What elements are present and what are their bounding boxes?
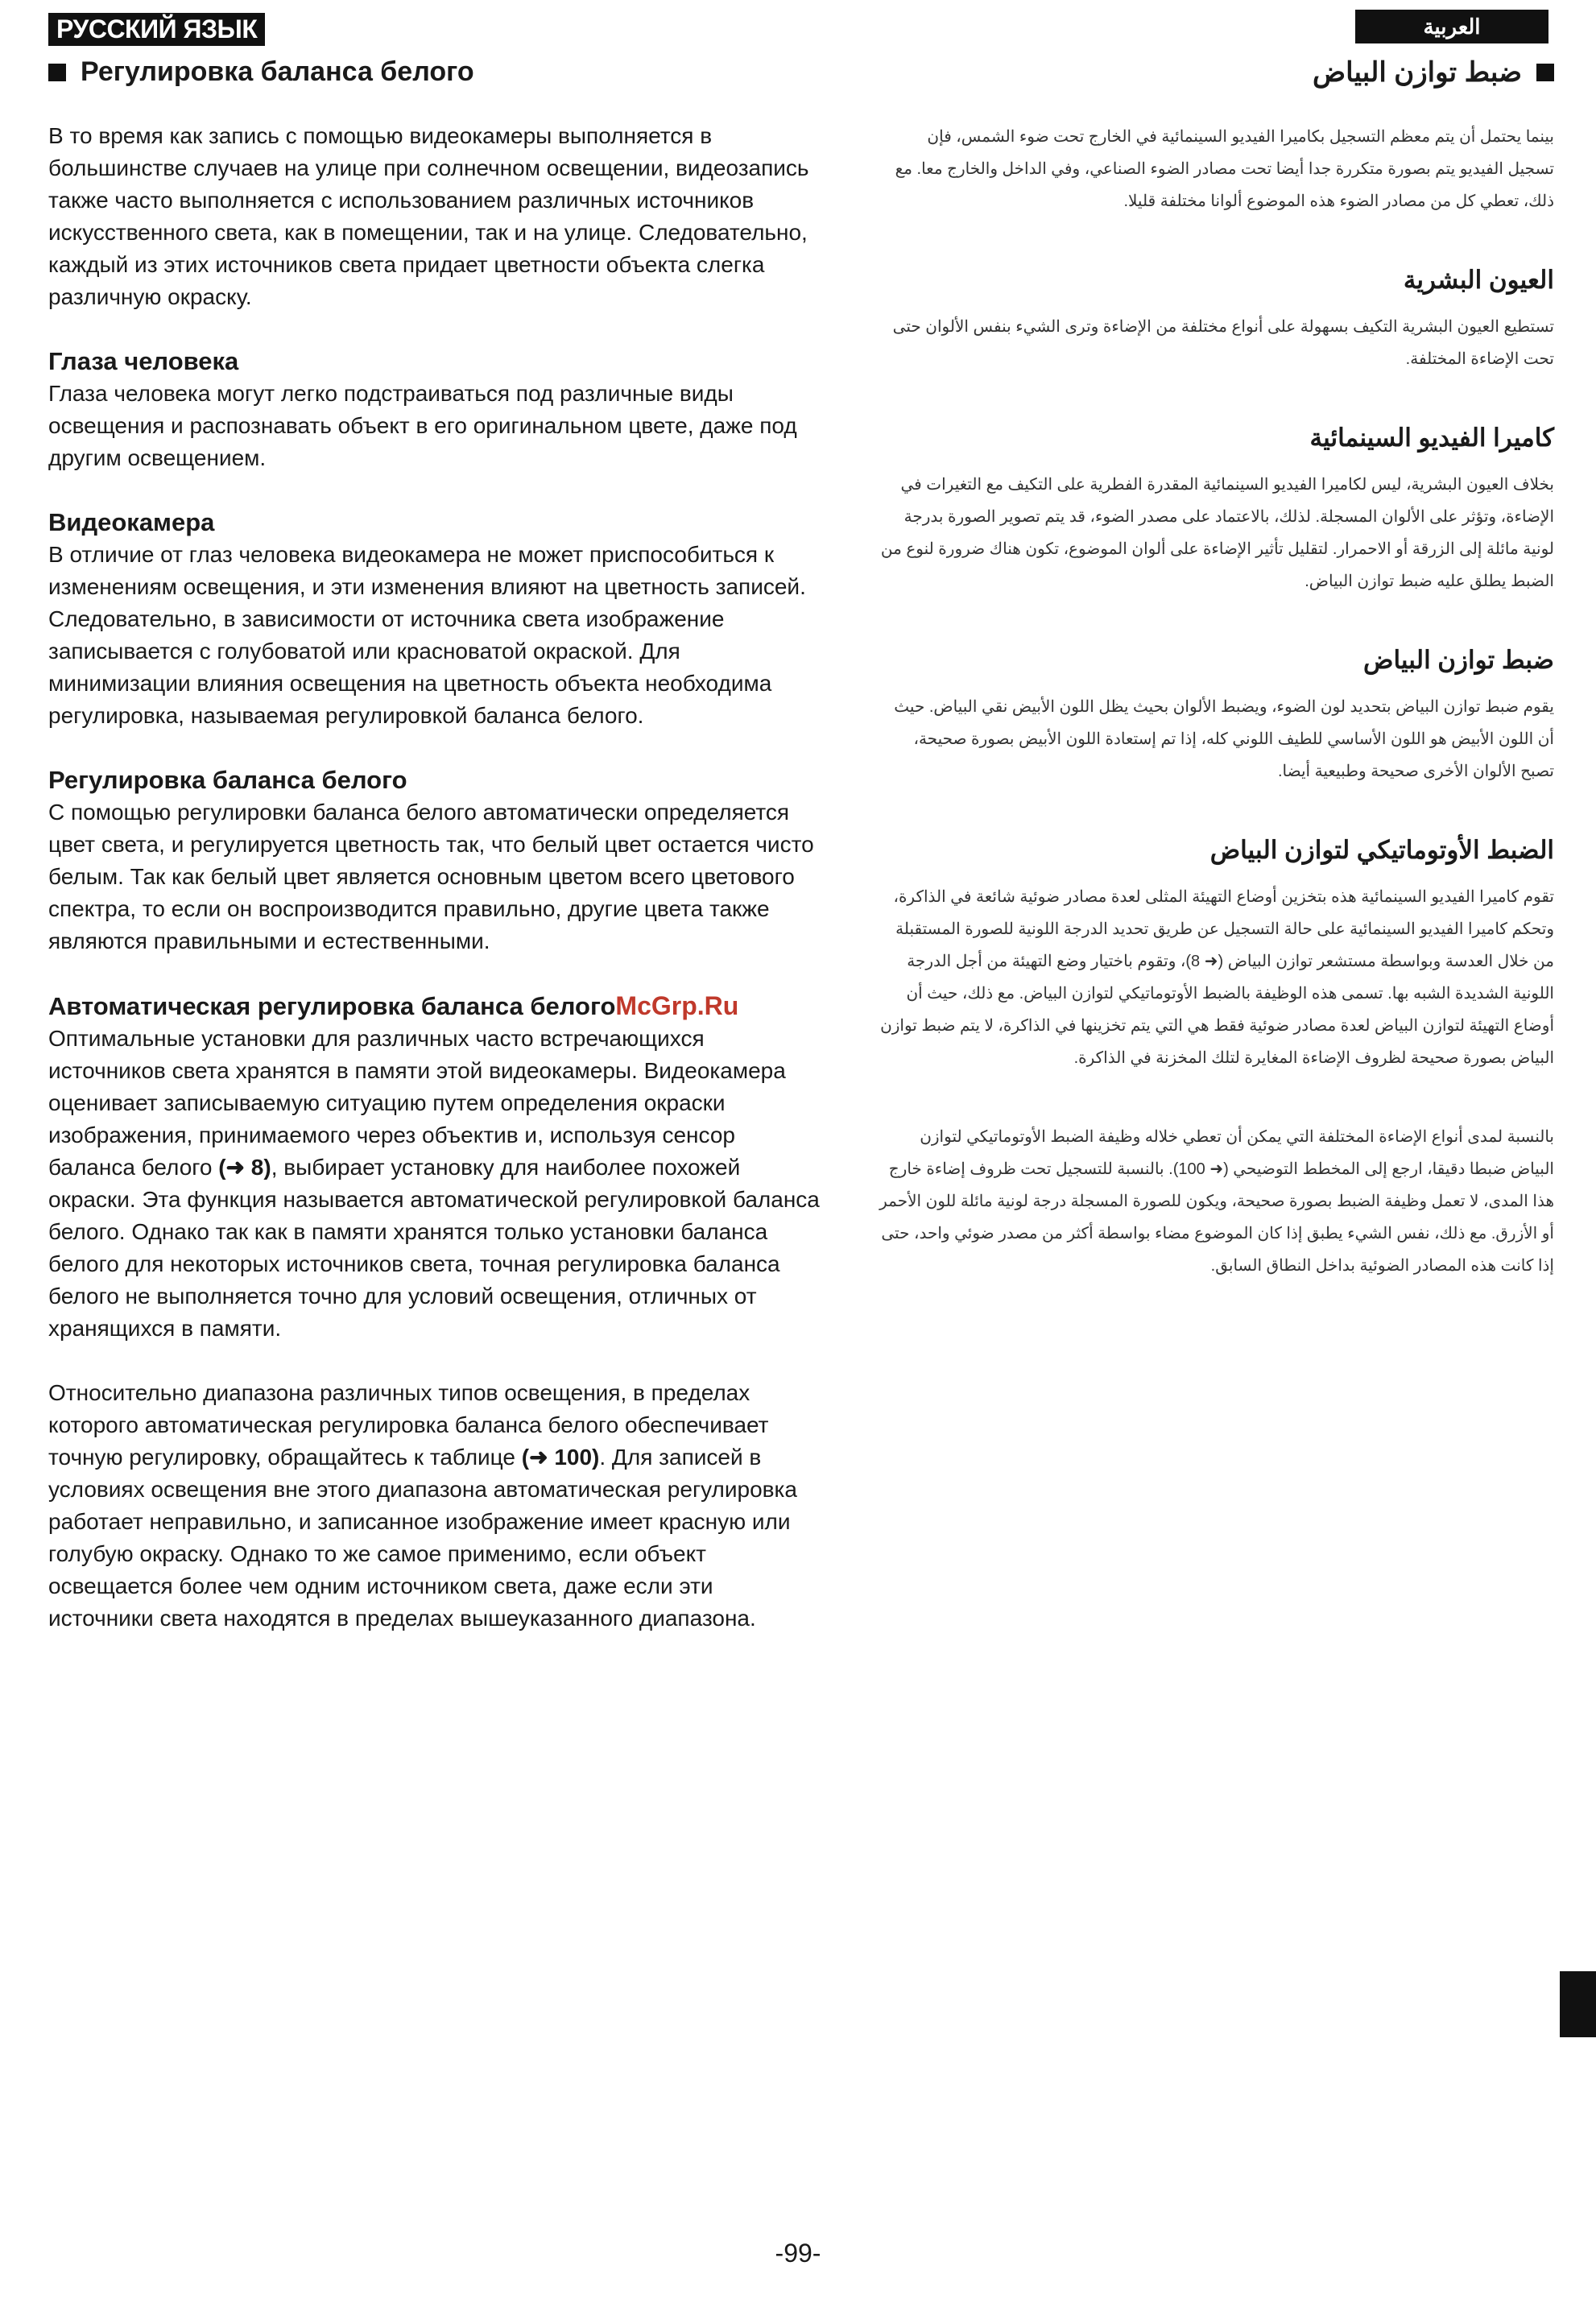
arabic-range-text: بالنسبة لمدى أنواع الإضاءة المختلفة التي يمكن أن تعطي خلاله وظيفة الضبط الأوتوماتيكي لتوازن البياض ضبطا دقيقا، ارجع إلى المخطط التوضيحي (➜ 100). بالنسبة للتسجيل تحت ظروف إضاءة خارج هذا المدى، لا تعمل وظيفة الضبط بصورة صحيحة، ويكون للصورة المسجلة درجة لونية مائلة للون الأحمر أو الأزرق. مع ذلك، نفس الشيء يطبق إذا كان الموضوع مضاء بواسطة أكثر من مصدر ضوئي واحد، حتى إذا كانت هذه المصادر الضوئية بداخل النطاق السابق. [879,1128,1554,1275]
russian-auto-text [48,1023,821,1345]
language-tab-arabic: العربية [1355,10,1548,43]
arabic-intro: بينما يحتمل أن يتم معظم التسجيل بكاميرا الفيديو السينمائية في الخارج تحت ضوء الشمس، فإن تسجيل الفيديو يتم بصورة متكررة جدا أيضا تحت مصادر الضوء الصناعي، وفي الداخل والخارج معا. مع ذلك، تعطي كل من مصادر الضوء هذه الموضوع ألوانا مختلفة قليلا. [895,128,1554,210]
page-reference-100: (➜ 100) [521,1445,600,1470]
russian-eye-text: Глаза человека могут легко подстраиваться под различные виды освещения и распознавать объект в его оригинальном цвете, даже под другим освещением. [48,381,797,470]
language-tab-russian: РУССКИЙ ЯЗЫК [48,13,265,46]
square-bullet-icon [48,64,66,81]
arabic-camera-heading: كاميرا الفيديو السينمائية [1309,424,1554,452]
arabic-title-text: ضبط توازن البياض [1313,57,1522,88]
russian-title-text: Регулировка баланса белого [81,56,474,87]
arabic-eye-text: تستطيع العيون البشرية التكيف بسهولة على أنواع مختلفة من الإضاءة وترى الشيء بنفس الألوان حتى تحت الإضاءة المختلفة. [892,318,1554,368]
arabic-column [878,56,1554,1282]
russian-column [48,56,821,1635]
auto-text-part-2: , выбирает установку для наиболее похожей окраски. Эта функция называется автоматической регулировкой баланса белого. Однако так как в памяти хранятся только установки баланса белого для некоторых источников света, точная регулировка баланса белого не выполняется точно для условий освещения, отличных от хранящихся в памяти. [48,1155,820,1341]
russian-auto-heading-text: Автоматическая регулировка баланса белого [48,992,616,1020]
arabic-eye-heading: العيون البشرية [1403,266,1554,294]
range-text-part-1: Относительно диапазона различных типов освещения, в пределах которого автоматическая регулировка баланса белого обеспечивает точную регулировку, обращайтесь к таблице [48,1380,769,1470]
page-number: -99- [775,2239,821,2268]
arabic-page-title [878,56,1554,89]
page-reference-8: (➜ 8) [218,1155,271,1180]
russian-camera-text: В отличие от глаз человека видеокамера не может приспособиться к изменениям освещения, и эти изменения влияют на цветность записей. [48,542,806,599]
arabic-auto-text: تقوم كاميرا الفيديو السينمائية هذه بتخزين أوضاع التهيئة المثلى لعدة مصادر ضوئية شائعة في الذاكرة، وتحكم كاميرا الفيديو السينمائية على حالة التسجيل عن طريق تحديد الدرجة اللونية للصورة المستقبلة من خلال العدسة وبواسطة مستشعر توازن البياض (➜ 8)، وتقوم باختيار وضع التهيئة من أجل الدرجة اللونية الشديدة الشبه بها. تسمى هذه الوظيفة بالضبط الأوتوماتيكي لتوازن البياض. مع ذلك، حيث أن أوضاع التهيئة لتوازن البياض لعدة مصادر ضوئية فقط هي التي يتم تخزينها في الذاكرة، لا يتم ضبط توازن البياض بصورة صحيحة لظروف الإضاءة المغايرة لتلك المخزنة في الذاكرة. [880,888,1554,1067]
arabic-wb-heading: ضبط توازن البياض [1362,646,1554,674]
arabic-camera-text: بخلاف العيون البشرية، ليس لكاميرا الفيديو السينمائية المقدرة الفطرية على التكيف مع التغيرات في الإضاءة، وتؤثر على الألوان المسجلة. لذلك، بالاعتماد على مصدر الضوء، قد يتم تصوير الصورة بدرجة لونية مائلة إلى الزرقة أو الاحمرار. لتقليل تأثير الإضاءة على ألوان الموضوع، تكون هناك ضرورة لنوع من الضبط يطلق عليه ضبط توازن البياض. [880,476,1554,590]
russian-camera-heading: Видеокамера [48,508,215,536]
russian-page-title [48,56,821,88]
russian-wb-text: С помощью регулировки баланса белого автоматически определяется цвет света, и регулируется цветность так, что белый цвет остается чисто белым. Так как белый цвет является основным цветом всего цветового спектра, то если он воспроизводится правильно, другие цвета также являются правильными и естественными. [48,800,814,953]
russian-wb-heading: Регулировка баланса белого [48,766,407,794]
page-edge-tab [1560,1971,1596,2037]
watermark: McGrp.Ru [615,991,739,1020]
square-bullet-icon [1536,64,1554,81]
russian-eye-heading: Глаза человека [48,347,239,375]
russian-intro: В то время как запись с помощью видеокамеры выполняется в большинстве случаев на улице при солнечном освещении, видеозапись также часто выполняется с использованием различных источников искусственного света, как в помещении, так и на улице. Следовательно, каждый из этих источников света придает цветности объекта слегка различную окраску. [48,123,809,309]
arabic-auto-heading: الضبط الأوتوماتيكي لتوازن البياض [1209,836,1554,864]
russian-camera-text-2: Следовательно, в зависимости от источника света изображение записывается с голубоватой или красноватой окраской. Для минимизации влияния освещения на цветность объекта необходима регулировка, называемая регулировкой баланса белого. [48,606,772,728]
range-text-part-2: . Для записей в условиях освещения вне этого диапазона автоматическая регулировка работает неправильно, и записанное изображение имеет красную или голубую окраску. Однако то же самое применимо, если объект освещается более чем одним источником света, даже если эти источники света находятся в пределах вышеуказанного диапазона. [48,1445,797,1631]
arabic-wb-text: يقوم ضبط توازن البياض بتحديد لون الضوء، ويضبط الألوان بحيث يظل اللون الأبيض نقي البياض. حيث أن اللون الأبيض هو اللون الأساسي للطيف اللوني كله، إذا تم إستعادة اللون الأبيض بصورة صحيحة، تصبح الألوان الأخرى صحيحة وطبيعية أيضا. [894,698,1554,780]
auto-text-part-1: Оптимальные установки для различных часто встречающихся источников света хранятся в памяти этой видеокамеры. Видеокамера оценивает записываемую ситуацию путем определения окраски изображения, принимаемого через объектив и, используя сенсор баланса белого [48,1026,786,1180]
russian-auto-heading [48,990,821,1023]
russian-range-text [48,1377,821,1635]
